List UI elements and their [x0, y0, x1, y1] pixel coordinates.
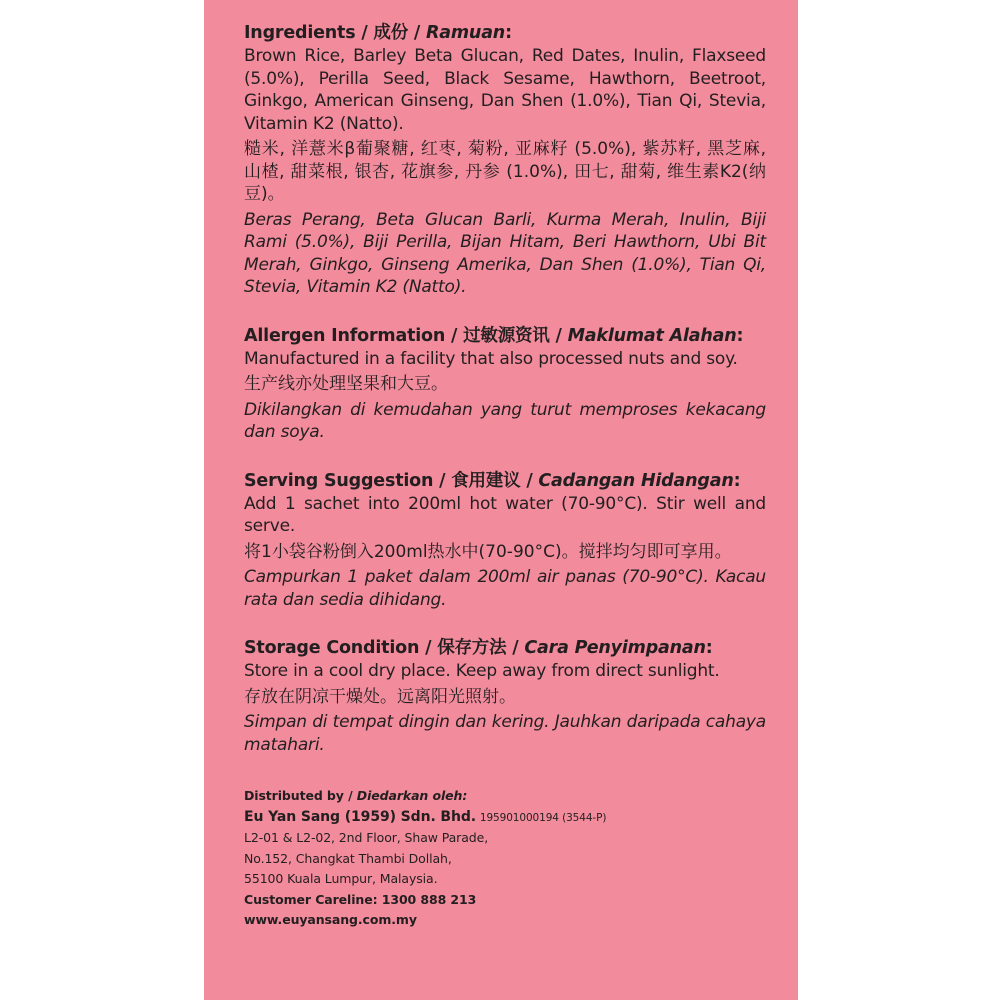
storage-heading-ms: Cara Penyimpanan — [524, 638, 706, 658]
ingredients-heading-zh: 成份 — [373, 23, 409, 43]
serving-section — [244, 470, 766, 612]
distributor-label-en: Distributed by / — [244, 788, 357, 803]
distributor-label — [244, 786, 766, 807]
ingredients-heading-colon: : — [505, 23, 512, 43]
distributor-block — [244, 786, 766, 931]
ingredients-text-zh: 糙米, 洋薏米β葡聚糖, 红枣, 菊粉, 亚麻籽 (5.0%), 紫苏籽, 黑芝麻, 山楂, 甜菜根, 银杏, 花旗参, 丹参 (1.0%), 田七, 甜菊, 维生素K2(纳豆)。 — [244, 139, 766, 204]
storage-text-ms: Simpan di tempat dingin dan kering. Jauhkan daripada cahaya matahari. — [244, 712, 766, 755]
allergen-heading — [244, 325, 766, 348]
storage-heading-sep: / — [506, 638, 525, 658]
storage-text-zh: 存放在阴凉干燥处。远离阳光照射。 — [244, 686, 516, 707]
distributor-company: Eu Yan Sang (1959) Sdn. Bhd. — [244, 808, 477, 825]
distributor-address-1: L2-01 & L2-02, 2nd Floor, Shaw Parade, — [244, 830, 489, 845]
serving-heading-sep: / — [520, 470, 539, 491]
serving-text-zh: 将1小袋谷粉倒入200ml热水中(70-90°C)。搅拌均匀即可享用。 — [244, 541, 732, 562]
storage-text-en: Store in a cool dry place. Keep away from direct sunlight. — [244, 661, 720, 681]
serving-heading-colon: : — [733, 470, 741, 491]
allergen-text-zh: 生产线亦处理坚果和大豆。 — [244, 374, 448, 394]
storage-heading — [244, 637, 766, 660]
serving-heading — [244, 470, 766, 493]
serving-heading-zh: 食用建议 — [451, 470, 521, 491]
distributor-company-line — [244, 807, 766, 829]
customer-careline: Customer Careline: 1300 888 213 — [244, 891, 477, 907]
ingredients-text-en: Brown Rice, Barley Beta Glucan, Red Dates, Inulin, Flaxseed (5.0%), Perilla Seed, Black Sesame, Hawthorn, Beetroot, Ginkgo, American Ginseng, Dan Shen (1.0%), Tian Qi, Stevia, Vitamin K2 (Natto). — [244, 46, 766, 134]
ingredients-heading-sep: / — [408, 23, 427, 43]
serving-heading-ms: Cadangan Hidangan — [538, 470, 734, 491]
allergen-section — [244, 325, 766, 444]
allergen-heading-en: Allergen Information / — [244, 325, 464, 346]
allergen-heading-ms: Maklumat Alahan — [567, 325, 737, 346]
storage-section — [244, 637, 766, 756]
ingredients-text-ms: Beras Perang, Beta Glucan Barli, Kurma Merah, Inulin, Biji Rami (5.0%), Biji Perilla, Bijan Hitam, Beri Hawthorn, Ubi Bit Merah, Ginkgo, Ginseng Amerika, Dan Shen (1.0%), Tian Qi, Stevia, Vitamin K2 (Natto). — [244, 209, 766, 297]
distributor-reg-no: 195901000194 (3544-P) — [479, 811, 607, 824]
allergen-text-ms: Dikilangkan di kemudahan yang turut memproses kekacang dan soya. — [244, 399, 766, 442]
ingredients-heading-en: Ingredients / — [244, 23, 374, 43]
ingredients-section — [244, 22, 766, 299]
label-panel — [204, 0, 798, 1000]
serving-text-en: Add 1 sachet into 200ml hot water (70-90°C). Stir well and serve. — [244, 493, 766, 536]
allergen-heading-zh: 过敏源资讯 — [463, 325, 550, 346]
storage-heading-en: Storage Condition / — [244, 638, 438, 658]
ingredients-heading-ms: Ramuan — [426, 23, 506, 43]
storage-heading-zh: 保存方法 — [437, 638, 507, 658]
distributor-label-ms: Diedarkan oleh: — [356, 788, 468, 803]
serving-text-ms: Campurkan 1 paket dalam 200ml air panas (70-90°C). Kacau rata dan sedia dihidang. — [244, 567, 766, 610]
distributor-address-3: 55100 Kuala Lumpur, Malaysia. — [244, 871, 438, 886]
distributor-address-2: No.152, Changkat Thambi Dollah, — [244, 850, 452, 866]
allergen-text-en: Manufactured in a facility that also processed nuts and soy. — [244, 348, 738, 369]
storage-heading-colon: : — [705, 638, 713, 658]
ingredients-heading — [244, 22, 766, 45]
allergen-heading-colon: : — [736, 325, 744, 346]
website: www.euyansang.com.my — [244, 912, 417, 927]
allergen-heading-sep: / — [549, 325, 568, 346]
serving-heading-en: Serving Suggestion / — [244, 470, 452, 491]
